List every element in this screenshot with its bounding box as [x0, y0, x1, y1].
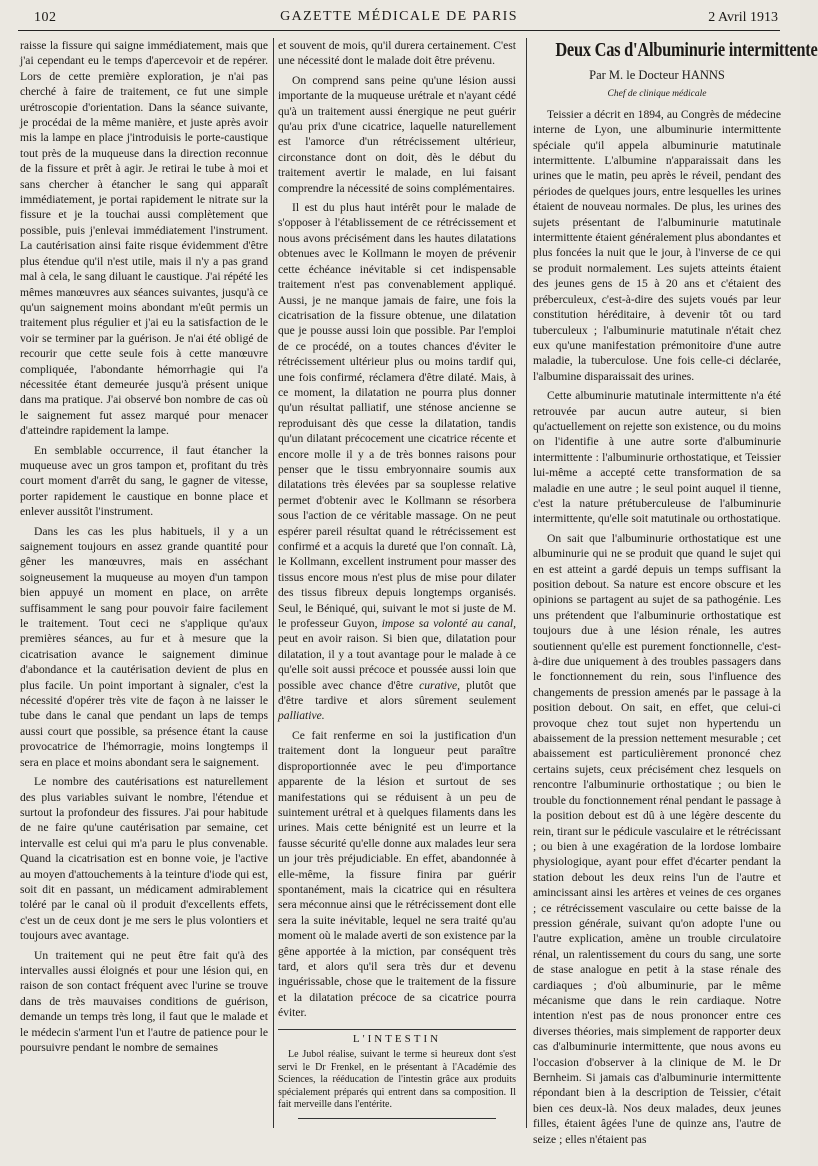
- paragraph: [278, 200, 516, 724]
- paragraph: Cette albuminurie matutinale intermittente n'a été retrouvée par aucun autre auteur, si bien qu'actuellement on rejette son existence, ou du moins on l'identifie à une autre sorte d'albuminurie intermittente : l'albuminurie orthostatique, et Teissier lui-même a accepté cette transformation de sa maladie en une autre ; le seul point auquel il tienne, c'est la nature prétuberculeuse de l'albuminurie intermittente, qu'elle soit matutinale ou orthostatique.: [533, 389, 781, 526]
- paragraph: Ce fait renferme en soi la justification d'un traitement dont la longueur peut paraître disproportionnée avec le peu d'importance apparente de la lésion et surtout de ses manifestations qui se réduisent à un peu de suintement urétral et à quelques filaments dans les urines. Mais cette bénignité est un leurre et la fausse sécurité qu'elle donne aux malades leur sera un jour très préjudiciable. En effet, abandonnée à elle-même, la fissure finira par guérir spontanément, mais la cicatrice qui en résultera sera méconnue ainsi que le rétrécissement dont elle sera la suite inévitable, lequel ne sera traité qu'au moment où le malade averti de son existence par la gêne apportée à la miction, par conséquent très tard, et alors qu'il sera très dur et devenu inguérissable, chose que le traitement de la fissure et la dilatation précoce de sa cicatrice pourra éviter.: [278, 728, 516, 1020]
- issue-date: 2 Avril 1913: [708, 10, 778, 25]
- advertisement-title: L'INTESTIN: [352, 1032, 442, 1045]
- paragraph: et souvent de mois, qu'il durera certainement. C'est une nécessité dont le malade doit être prévenu.: [278, 39, 516, 68]
- text-run: Il est du plus haut intérêt pour le malade de s'opposer à l'établissement de ce rétrécissement et nous avons précisément dans les hautes dilatations obtenues avec le Kollmann le moyen de prévenir cette échéance inévitable si cet indispensable traitement n'est pas convenablement appliqué. Aussi, je ne manque jamais de faire, une fois la cicatrisation de la fissure obtenue, une dilatation que je pousse aussi loin que possible. Par l'emploi de ce procédé, on a toutes chances d'éviter le rétrécissement ultérieur plus ou moins tardif qui, une fois confirmé, réclamera d'être dilaté. Mais, à ce moment, la dilatation ne pourra plus donner qu'un résultat palliatif, une sténose ancienne se reproduisant dès que cesse la dilatation, tandis qu'un dilatant précocement une cicatrice récente et encore molle il y a de très bonnes raisons pour penser que le tissu embryonnaire soumis aux dilatations très élevées par sa souplesse relative permet d'obtenir avec le Kollmann se résorbera sous l'action de ce véritable massage. On ne peut espérer pareil résultat quand le rétrécissement est confirmé et a acquis la dureté que l'on connaît. Là, le Kollmann, excellent instrument pour masser des tissus encore mous n'est plus de mise pour dilater des tissus fibreux depuis longtemps organisés. Seul, le Béniqué, qui, suivant le mot si juste de M. le professeur Guyon,: [278, 201, 516, 631]
- column-1: [20, 38, 268, 1148]
- end-rule: [298, 1118, 496, 1119]
- advertisement-text: Le Jubol réalise, suivant le terme si heureux dont s'est servi le Dr Frenkel, en le présentant à l'Académie des Sciences, la rééducation de l'intestin grâce aux produits spécialement préparés qui entrent dans sa composition. Il fait merveille dans l'entérite.: [278, 1049, 516, 1110]
- text-run: peut en avoir raison. Si bien que, dilatation pour dilatation, il y a tout avantage pour le malade à ce qu'elle soit aussi précoce et poussée aussi loin que possible avec chance d'être: [278, 632, 516, 692]
- text-run: plutôt que d'être tardive et alors sûrement seulement: [278, 678, 517, 708]
- italic-word: curative,: [419, 678, 460, 692]
- paragraph: Un traitement qui ne peut être fait qu'à des intervalles aussi éloignés et pour une lésion qui, en raison de son contact fréquent avec l'urine se trouve dans de très mauvaises conditions de guérison, demande un temps très long, il faut que le malade et le médecin s'arment l'un et l'autre de patience pour le poursuivre pendant le nombre de semaines: [20, 948, 268, 1054]
- paragraph: Dans les cas les plus habituels, il y a un saignement toujours en assez grande quantité pour gêner les manœuvres, mais en asséchant soigneusement la muqueuse au moyen d'un tampon bien appuyé un moment en place, on arrête suffisamment le sang pour pouvoir faire facilement le traitement. Tout ceci ne s'applique qu'aux premières séances, au fur et à mesure que la cicatrisation avance le saignement diminue d'abondance et la cautérisation devient de plus en plus facile. Un point important à signaler, c'est la nécessité d'opérer très vite de façon à ne laisser le tube dans le canal que pendant un laps de temps aussi court que possible, sa présence étant la cause provocatrice de l'hémorragie, moins longtemps il sera en place et moins abondant sera le saignement.: [20, 524, 268, 769]
- column-divider: [526, 38, 527, 1128]
- paragraph: On sait que l'albuminurie orthostatique est une albuminurie qui ne se produit que quand le sujet qui en est atteint a gardé depuis un temps suffisant la position debout. Sa nature est encore obscure et les opinions se partagent au sujet de sa pathogénie. Les uns prétendent que l'albuminurie orthostatique est toujours due à une lésion rénale, les autres soutiennent qu'elle est purement fonctionnelle, c'est-à-dire due uniquement à des troubles passagers dans le fonctionnement du rein, sous l'influence des changements de pression amenés par le passage à la position debout. On sait, en effet, que celui-ci provoque chez tout sujet non hypertendu un abaissement de la pression nettement mesurable ; cet abaissement est particulièrement prononcé chez certains sujets, ceux précisément chez lesquels on rencontre l'albuminurie orthostatique ; ou bien le trouble du fonctionnement rénal pendant le passage à la position debout est dû à une légère descente du rein, tirant sur le pédicule vasculaire et le rétrécissant ; ou bien à une exagération de la lordose lombaire physiologique, ayant pour effet d'écarter pendant la station debout les deux reins l'un de l'autre et amincissant ainsi les artères et veines de ces organes ; ce rétrécissement vasculaire ou cette baisse de la pression générale, suivant qu'on adopte l'une ou l'autre explication, amène un trouble circulatoire rénal, un ralentissement du cours du sang, une sorte de stase analogue en petit à la stase rénale des cardiaques ; d'où albuminurie, par le même mécanisme que dans le rein cardiaque. Notre intention n'est pas de nous prononcer entre ces diverses théories, mais simplement de rapporter deux cas d'albuminurie intermittente, que nous avons eu l'occasion d'observer à la clinique de M. le Dr Bernheim. Si jamais cas d'albuminurie intermittente répondant bien à la description de Teissier, c'était bien ces deux-là. Nos deux malades, deux jeunes filles, étaient âgées l'une de quinze ans, l'autre de seize ; elles n'étaient pas: [533, 531, 781, 1146]
- column-2: [278, 38, 516, 1148]
- advertisement-box: [278, 1029, 516, 1112]
- paragraph: Teissier a décrit en 1894, au Congrès de médecine interne de Lyon, une albuminurie intermittente spéciale qu'il appela albuminurie matutinale intermittente. L'albumine n'apparaissait dans les urines que le matin, peu après le réveil, pendant des périodes de quelques jours, entre lesquelles les urines étaient de nouveau normales. De plus, les urines des sujets présentant de l'albuminurie matutinale intermittente étaient généralement plus abondantes et plus foncées la nuit que le jour, à l'inverse de ce qui se produit normalement. Les sujets atteints étaient des jeunes gens de 15 à 20 ans et c'étaient des préberculeux, c'est-à-dire des sujets voués par leur constitution héréditaire, à devenir tôt ou tard tuberculeux ; l'albuminurie matutinale n'était chez eux qu'une manifestation prémonitoire d'une autre maladie, la tuberculose. Une fois celle-ci déclarée, l'albumine disparaissait des urines.: [533, 107, 781, 383]
- page-header: [18, 6, 780, 31]
- author-byline: Par M. le Docteur HANNS: [589, 68, 725, 82]
- italic-word: palliative.: [278, 709, 325, 723]
- journal-title: GAZETTE MÉDICALE DE PARIS: [280, 9, 518, 24]
- page-number: 102: [34, 10, 57, 25]
- paragraph: En semblable occurrence, il faut étancher la muqueuse avec un gros tampon et, profitant du très court moment d'arrêt du sang, le gagner de vitesse, porter rapidement le caustique en bonne place et enlever aussitôt l'instrument.: [20, 443, 268, 519]
- paragraph: Le nombre des cautérisations est naturellement des plus variables suivant le nombre, l'étendue et surtout la profondeur des fissures. J'ai pour habitude de ne faire qu'une cautérisation par semaine, cet intervalle est celui qui m'a paru le plus convenable. Quand la cicatrisation est en bonne voie, je l'active au moyen d'attouchements à la teinture d'iode qui est, soit dit en passant, un médicament admirablement toléré par le canal où il produit d'excellents effets, c'est un de ceux dont je me sers le plus volontiers et toujours avec avantage.: [20, 775, 268, 943]
- italic-quote: impose sa volonté au canal,: [381, 617, 516, 631]
- paragraph: raisse la fissure qui saigne immédiatement, mais que j'ai cependant eu le temps d'apercevoir et de repérer. Lors de cette première exploration, je n'ai pas cherché à faire de traitement, ce fut une simple urétroscopie d'orientation. Dans la séance suivante, je procédai de la même manière, et juste après avoir mis la lampe en place j'introduisis le porte-caustique tout près de la muqueuse dans la direction reconnue de la fissure et prêt à agir. Je retirai le tube à moi et sans chercher à étancher le sang qui apparaît immédiatement, je portai rapidement le nitrate sur la fissure et je la touchai aussi complètement que possible, puis j'enlevai immédiatement l'instrument. La cautérisation ainsi faite risque évidemment d'être plus étendue qu'il n'est utile, mais il n'y a pas grand mal à cela, le sang diluant le caustique. J'ai répété les mêmes manœuvres aux séances suivantes, jusqu'à ce qu'un saignement moins abondant m'eût permis un traitement plus régulier et j'ai eu la satisfaction de le voir se terminer par la guérison. Je n'ai été obligé de recourir que cette seule fois à cette manœuvre compliquée, l'abondante hémorrhagie qui l'a nécessitée étant demeurée jusqu'à présent unique dans ma pratique. J'ai observé bon nombre de cas où le saignement fut assez marqué pour menacer d'atteindre rapidement la lampe.: [20, 39, 268, 438]
- author-position: Chef de clinique médicale: [607, 89, 707, 100]
- column-divider: [273, 38, 274, 1128]
- article-title: Deux Cas d'Albuminurie intermittente: [555, 39, 818, 61]
- paragraph: On comprend sans peine qu'une lésion aussi importante de la muqueuse urétrale et n'ayant cédé qu'à un traitement aussi énergique ne peut guérir qu'au prix d'une cicatrice, laquelle naturellement est l'amorce d'un rétrécissement ultérieur, circonstance dont on doit, dès le début du traitement avertir le malade, en lui faisant comprendre la nécessité de soins complémentaires.: [278, 73, 516, 195]
- column-3: [533, 38, 818, 1148]
